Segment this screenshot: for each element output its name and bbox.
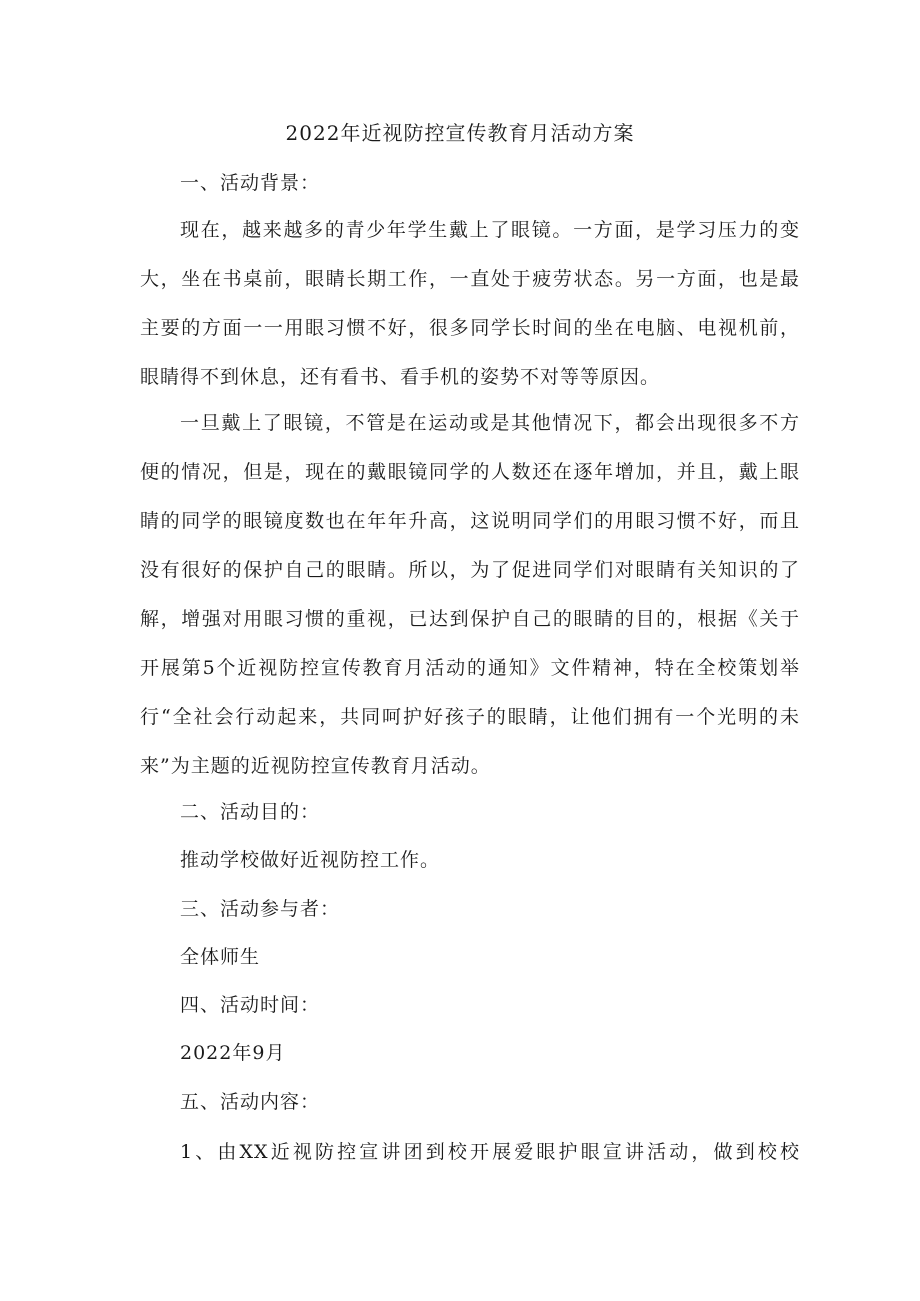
paragraph-line: 行“全社会行动起来，共同呵护好孩子的眼睛，让他们拥有一个光明的未: [140, 706, 800, 728]
section-heading-time: 四、活动时间：: [180, 994, 321, 1016]
paragraph-line: 眼睛得不到休息，还有看书、看手机的姿势不对等等原因。: [140, 366, 661, 388]
paragraph-line: 一旦戴上了眼镜，不管是在运动或是其他情况下，都会出现很多不方: [180, 412, 800, 434]
document-title: 2022年近视防控宣传教育月活动方案: [285, 121, 635, 145]
paragraph-line: 开展第5个近视防控宣传教育月活动的通知》文件精神，特在全校策划举: [140, 657, 800, 679]
paragraph-line: 大，坐在书桌前，眼睛长期工作，一直处于疲劳状态。另一方面，也是最: [140, 268, 800, 290]
section-heading-background: 一、活动背景：: [180, 172, 321, 194]
section-text-time: 2022年9月: [180, 1042, 286, 1064]
paragraph-line: 便的情况，但是，现在的戴眼镜同学的人数还在逐年增加，并且，戴上眼: [140, 461, 800, 483]
paragraph-line: 主要的方面一一用眼习惯不好，很多同学长时间的坐在电脑、电视机前，: [140, 317, 800, 339]
paragraph-line: 睛的同学的眼镜度数也在年年升高，这说明同学们的用眼习惯不好，而且: [140, 510, 800, 532]
section-heading-purpose: 二、活动目的：: [180, 801, 321, 823]
paragraph-line: 现在，越来越多的青少年学生戴上了眼镜。一方面，是学习压力的变: [180, 219, 800, 241]
content-item-1: 1、由XX近视防控宣讲团到校开展爱眼护眼宣讲活动，做到校校: [180, 1141, 800, 1163]
paragraph-line: 没有很好的保护自己的眼睛。所以，为了促进同学们对眼睛有关知识的了: [140, 559, 800, 581]
section-text-purpose: 推动学校做好近视防控工作。: [180, 849, 441, 871]
section-text-participants: 全体师生: [180, 946, 261, 968]
paragraph-line: 来”为主题的近视防控宣传教育月活动。: [140, 755, 491, 777]
paragraph-line: 解，增强对用眼习惯的重视，已达到保护自己的眼睛的目的，根据《关于: [140, 608, 800, 630]
section-heading-participants: 三、活动参与者：: [180, 898, 341, 920]
section-heading-content: 五、活动内容：: [180, 1091, 321, 1113]
